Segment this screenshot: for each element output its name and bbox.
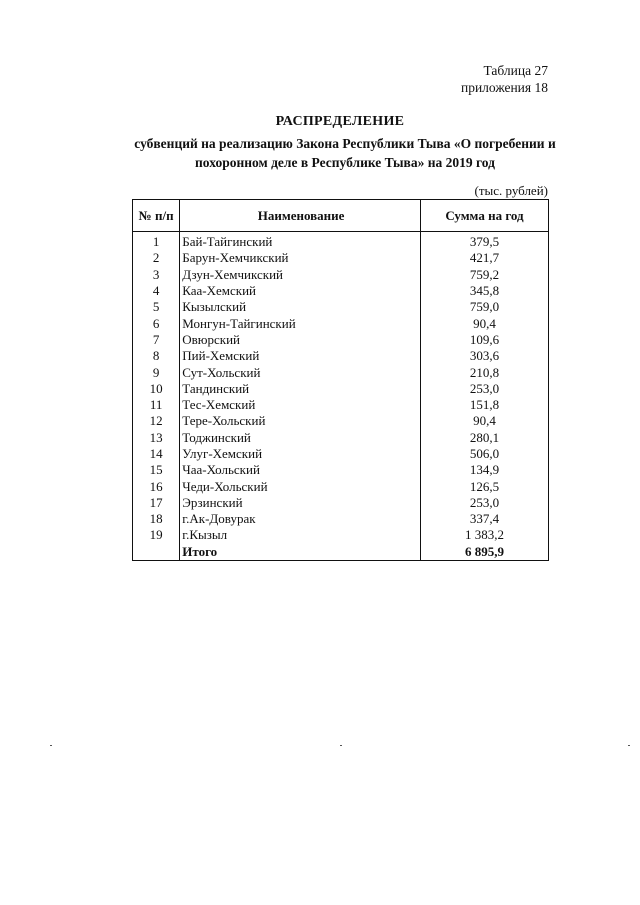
- row-number: 17: [133, 495, 180, 511]
- row-name: Тоджинский: [180, 430, 421, 446]
- row-name: Тере-Хольский: [180, 413, 421, 429]
- scan-speck: [628, 745, 630, 746]
- document-subtitle: [130, 134, 560, 172]
- row-name: Сут-Хольский: [180, 364, 421, 380]
- row-sum: 303,6: [420, 348, 548, 364]
- row-sum: 337,4: [420, 511, 548, 527]
- row-number: 1: [133, 232, 180, 251]
- row-sum: 345,8: [420, 283, 548, 299]
- table-number: Таблица 27: [483, 63, 548, 78]
- column-header-name: Наименование: [180, 200, 421, 232]
- row-name: Овюрский: [180, 332, 421, 348]
- row-number: 2: [133, 250, 180, 266]
- row-number: 19: [133, 527, 180, 543]
- table-row: [133, 348, 549, 364]
- row-number: 5: [133, 299, 180, 315]
- table-row: [133, 511, 549, 527]
- row-sum: 126,5: [420, 478, 548, 494]
- table-row: [133, 495, 549, 511]
- table-row: [133, 364, 549, 380]
- table-row: [133, 397, 549, 413]
- row-number: 10: [133, 381, 180, 397]
- row-sum: 1 383,2: [420, 527, 548, 543]
- table-row: [133, 315, 549, 331]
- row-sum: 90,4: [420, 413, 548, 429]
- row-name: Монгун-Тайгинский: [180, 315, 421, 331]
- row-number: 15: [133, 462, 180, 478]
- total-sum: 6 895,9: [420, 544, 548, 561]
- units-label: (тыс. рублей): [474, 183, 548, 198]
- table-row: [133, 462, 549, 478]
- table-row: [133, 430, 549, 446]
- row-number: 12: [133, 413, 180, 429]
- column-header-sum: Сумма на год: [420, 200, 548, 232]
- row-name: Пий-Хемский: [180, 348, 421, 364]
- table-row: [133, 267, 549, 283]
- row-number: 13: [133, 430, 180, 446]
- row-sum: 379,5: [420, 232, 548, 251]
- document-title: РАСПРЕДЕЛЕНИЕ: [275, 114, 405, 129]
- row-number: 7: [133, 332, 180, 348]
- table-row: [133, 232, 549, 251]
- table-body: [133, 232, 549, 561]
- row-name: Чеди-Хольский: [180, 478, 421, 494]
- row-number: 16: [133, 478, 180, 494]
- row-name: г.Ак-Довурак: [180, 511, 421, 527]
- row-sum: 506,0: [420, 446, 548, 462]
- table-row: [133, 527, 549, 543]
- row-name: Тандинский: [180, 381, 421, 397]
- total-label: Итого: [180, 544, 421, 561]
- row-sum: 134,9: [420, 462, 548, 478]
- row-number: 6: [133, 315, 180, 331]
- row-name: Дзун-Хемчикский: [180, 267, 421, 283]
- total-row: [133, 544, 549, 561]
- subtitle-line-1: субвенций на реализацию Закона Республики Тыва «О погребении и: [134, 136, 556, 151]
- row-number: 9: [133, 364, 180, 380]
- table-row: [133, 478, 549, 494]
- table-row: [133, 446, 549, 462]
- row-name: Барун-Хемчикский: [180, 250, 421, 266]
- table-row: [133, 332, 549, 348]
- column-header-number: № п/п: [133, 200, 180, 232]
- row-name: Бай-Тайгинский: [180, 232, 421, 251]
- row-number: 11: [133, 397, 180, 413]
- scan-speck: [50, 745, 52, 746]
- table-row: [133, 299, 549, 315]
- row-name: Улуг-Хемский: [180, 446, 421, 462]
- row-sum: 109,6: [420, 332, 548, 348]
- distribution-table: [132, 199, 549, 561]
- row-sum: 253,0: [420, 381, 548, 397]
- row-sum: 759,2: [420, 267, 548, 283]
- row-sum: 280,1: [420, 430, 548, 446]
- row-sum: 253,0: [420, 495, 548, 511]
- row-number: 18: [133, 511, 180, 527]
- row-sum: 210,8: [420, 364, 548, 380]
- table-reference: [461, 62, 548, 96]
- table-row: [133, 381, 549, 397]
- row-sum: 151,8: [420, 397, 548, 413]
- row-name: Эрзинский: [180, 495, 421, 511]
- table-row: [133, 413, 549, 429]
- row-sum: 421,7: [420, 250, 548, 266]
- row-name: Каа-Хемский: [180, 283, 421, 299]
- scan-speck: [340, 745, 342, 746]
- row-name: Кызылский: [180, 299, 421, 315]
- row-number: 3: [133, 267, 180, 283]
- table-row: [133, 283, 549, 299]
- total-number: [133, 544, 180, 561]
- row-sum: 759,0: [420, 299, 548, 315]
- subtitle-line-2: похоронном деле в Республике Тыва» на 2019 год: [195, 155, 495, 170]
- row-number: 14: [133, 446, 180, 462]
- appendix-number: приложения 18: [460, 80, 548, 95]
- table-row: [133, 250, 549, 266]
- row-name: г.Кызыл: [180, 527, 421, 543]
- row-name: Тес-Хемский: [180, 397, 421, 413]
- table-header-row: [133, 200, 549, 232]
- row-number: 4: [133, 283, 180, 299]
- row-number: 8: [133, 348, 180, 364]
- row-sum: 90,4: [420, 315, 548, 331]
- row-name: Чаа-Хольский: [180, 462, 421, 478]
